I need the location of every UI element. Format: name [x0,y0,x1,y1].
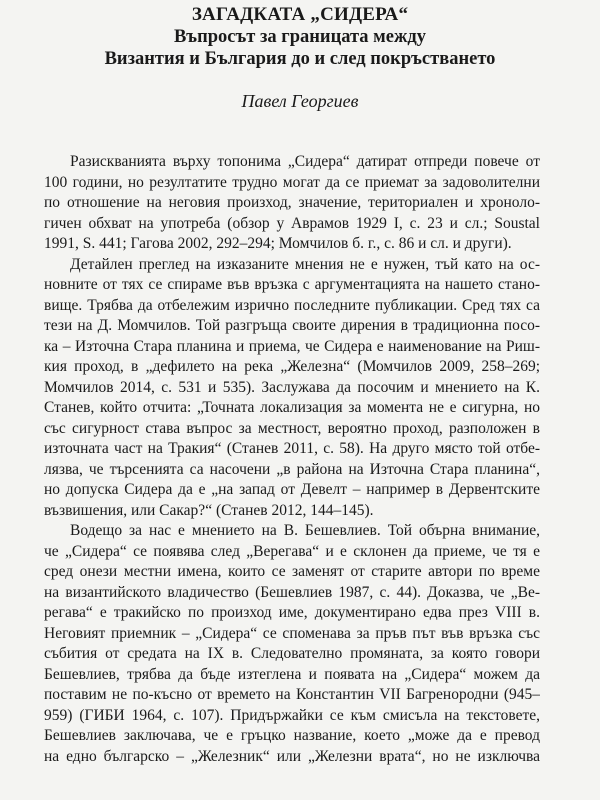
text-line: но допуска Сидера да е „на запад от Девелт – например в Дервентските [44,481,540,498]
text-line: вище. Трябва да отбележим изрично последните публикации. Сред тях са [44,296,540,314]
text-line: 100 години, но резултатите трудно могат да се приемат за задоволителни [44,173,540,191]
text-line: възвишения, или Сакар?“ (Станев 2012, 144–145). [44,501,374,519]
article-subtitle-line-2: Византия и България до и след покръстването [104,49,496,69]
text-line: тези на Д. Момчилов. Той разгръща своите дирения в традиционна посо- [44,317,540,334]
text-line: източната част на Тракия“ (Станев 2011, с. 58). На друго място той отбе- [44,440,540,457]
text-line: че „Сидера“ се появява след „Верегава“ и е склонен да приеме, че тя е [44,542,540,560]
text-line: 1991, S. 441; Гагова 2002, 292–294; Момчилов б. г., с. 86 и сл. и други). [44,235,512,252]
article-subtitle-line-1: Въпросът за границата между [173,27,427,47]
paragraph-2 [44,255,540,522]
text-line: Детайлен преглед на изказаните мнения не е нужен, тъй като на ос- [70,255,540,273]
text-line: на едно българско – „Железник“ или „Железни врата“, но не изключва [44,747,540,765]
text-line: кия проход, в „дефилето на река „Железна“ (Момчилов 2009, 258–269; [44,358,540,375]
author-name: Павел Георгиев [241,91,359,111]
text-line: регава“ е тракийско по произход име, документирано едва през VIII в. [44,604,540,621]
text-line: поставим не по-късно от времето на Константин VII Багренородни (945– [44,686,540,703]
text-line: Момчилов 2014, с. 531 и 535). Заслужава да посочим и мнението на К. [44,378,540,396]
article-title: ЗАГАДКАТА „СИДЕРА“ [191,4,409,25]
text-line: Станев, който отчита: „Точната локализация за момента не е сигурна, но [44,399,540,416]
text-line: новните от тях се спираме във връзка с аргументацията на нашето стано- [44,276,540,293]
text-line: гичен обхват на употреба (обзор у Аврамов 1929 I, с. 23 и сл.; Soustal [44,214,540,232]
text-line: Водещо за нас е мнението на В. Бешевлиев. Той обърна внимание, [70,522,540,539]
text-line: на византийското владичество (Бешевлиев 1987, с. 44). Доказва, че „Ве- [44,583,540,601]
paragraph-1 [44,152,540,255]
paragraph-3 [44,521,540,767]
text-line: със сигурност става въпрос за местност, вероятно проход, разположен в [44,419,540,437]
text-line: Бешевлиев заключава, че е гръцко название, което „може да е превод [44,727,540,744]
article-body [44,152,540,767]
text-line: Разискванията върху топонима „Сидера“ датират отпреди повече от [70,153,540,170]
text-line: Неговият приемник – „Сидера“ се споменава за пръв път във връзка със [44,624,540,642]
text-line: ка – Източна Стара планина и приема, че Сидера е наименование на Риш- [44,337,540,355]
article-header [0,4,600,70]
text-line: по отношение на неговия произход, значение, териториален и хроноло- [44,194,540,211]
text-line: Бешевлиев, трябва да бъде изтеглена и появата на „Сидера“ можем да [44,665,540,683]
text-line: сред онези местни имена, които се заменят от старите автори по време [44,563,540,580]
text-line: събития от средата на IX в. Следователно промяната, за която говори [44,645,540,662]
text-line: 959) (ГИБИ 1964, с. 107). Придържайки се към смисъла на текстовете, [44,706,540,724]
text-line: лязва, че търсенията са насочени „в района на Източна Стара планина“, [44,460,540,478]
